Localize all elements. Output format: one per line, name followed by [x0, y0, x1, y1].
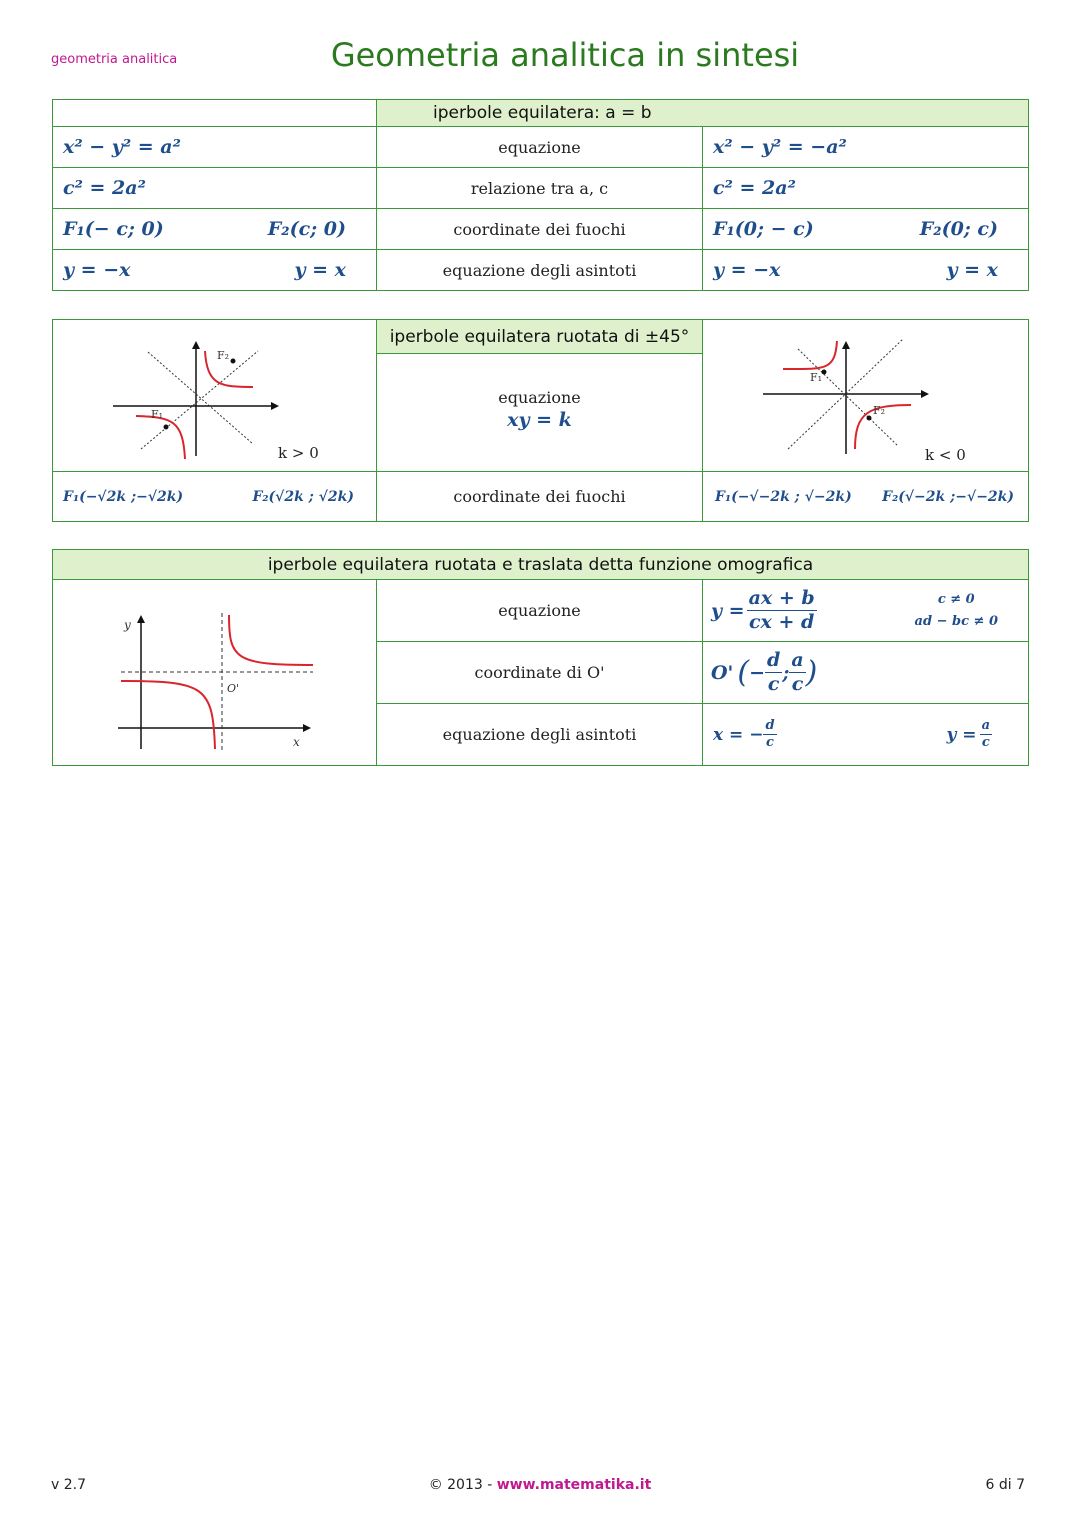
k-condition: k < 0	[925, 445, 966, 464]
fraction-numerator: d	[767, 649, 781, 672]
focus-1: F₁(− c; 0)	[63, 218, 164, 240]
fraction-denominator: c	[981, 735, 990, 750]
fraction-numerator: a	[981, 718, 990, 734]
homographic-fraction	[747, 587, 817, 634]
row-label: coordinate dei fuochi	[377, 472, 703, 522]
separator: ;	[782, 661, 790, 684]
asymptote-lhs: y =	[946, 724, 977, 745]
equation-lhs: y =	[711, 599, 745, 622]
formula-cell	[703, 642, 1029, 704]
table-equilateral-hyperbola	[52, 99, 1029, 291]
graph-homographic	[53, 581, 375, 765]
formula-cell: c² = 2a²	[53, 168, 377, 209]
fraction-numerator: a	[791, 649, 804, 672]
table-header: iperbole equilatera: a = b	[377, 100, 1029, 127]
row-label: coordinate dei fuochi	[377, 209, 703, 250]
formula-cell	[53, 250, 377, 291]
graph-k-negative	[703, 321, 1025, 471]
focus-1: F₁(0; − c)	[713, 218, 814, 240]
asymptote-1: y = −x	[63, 259, 131, 281]
focus-2: F₂(√2k ; √2k)	[252, 488, 354, 505]
section-label: geometria analitica	[51, 52, 178, 67]
row-label: equazione	[498, 388, 581, 407]
fraction-d-c	[765, 649, 782, 696]
center-coordinates	[703, 649, 1028, 696]
condition-ad-bc: ad − bc ≠ 0	[914, 613, 998, 629]
graph-cell-k-negative	[703, 320, 1029, 472]
f2-label: F₂	[873, 403, 886, 417]
focus-2: F₂(c; 0)	[267, 218, 346, 240]
f2-label: F₂	[217, 348, 230, 362]
formula-cell	[703, 209, 1029, 250]
y-axis-label: y	[124, 617, 131, 632]
graph-cell-k-positive	[53, 320, 377, 472]
table-header: iperbole equilatera ruotata e traslata detta funzione omografica	[53, 550, 1029, 580]
minus-sign: −	[749, 661, 766, 684]
formula-cell: c² = 2a²	[703, 168, 1029, 209]
center-label: O'	[711, 661, 734, 684]
asymptote-1: y = −x	[713, 259, 781, 281]
f1-label: F₁	[151, 407, 164, 421]
row-label: equazione degli asintoti	[377, 250, 703, 291]
open-paren: (	[737, 655, 750, 690]
table-rotated-hyperbola	[52, 319, 1029, 522]
row-label: relazione tra a, c	[377, 168, 703, 209]
focus-1: F₁(−√−2k ; √−2k)	[715, 488, 852, 505]
fraction-denominator: c	[791, 673, 804, 695]
table-homographic-function	[52, 549, 1029, 766]
row-label: equazione	[377, 580, 703, 642]
fraction-a-c	[980, 718, 992, 750]
fraction-numerator: d	[765, 718, 775, 734]
fraction-denominator: c	[766, 735, 774, 750]
table-header: iperbole equilatera ruotata di ±45°	[377, 320, 703, 354]
equation-xy-k: xy = k	[507, 409, 572, 431]
close-paren: )	[805, 655, 818, 690]
version-label: v 2.7	[51, 1477, 86, 1493]
formula-cell	[703, 704, 1029, 766]
row-label: coordinate di O'	[377, 642, 703, 704]
formula-cell: x² − y² = −a²	[703, 127, 1029, 168]
equation-cell	[377, 354, 703, 472]
focus-1: F₁(−√2k ;−√2k)	[63, 488, 184, 505]
formula-cell	[53, 472, 377, 522]
focus-2: F₂(0; c)	[919, 218, 998, 240]
fraction-a-c	[789, 649, 805, 696]
site-link[interactable]: www.matematika.it	[496, 1477, 652, 1493]
copyright-footer	[0, 1477, 1080, 1493]
f1-label: F₁	[810, 370, 823, 384]
x-axis-label: x	[293, 734, 300, 749]
asymptote-lhs: x = −	[713, 724, 764, 745]
copyright-text: © 2013 -	[428, 1477, 497, 1493]
focus-2: F₂(√−2k ;−√−2k)	[882, 488, 1014, 505]
formula-cell	[703, 472, 1029, 522]
origin-label: O'	[227, 681, 240, 695]
fraction-denominator: cx + d	[748, 611, 815, 633]
page-number: 6 di 7	[985, 1477, 1025, 1493]
formula-cell	[703, 250, 1029, 291]
formula-cell	[703, 580, 1029, 642]
graph-k-positive	[53, 321, 375, 471]
row-label: equazione	[377, 127, 703, 168]
k-condition: k > 0	[278, 443, 319, 462]
asymptote-2: y = x	[294, 259, 346, 281]
formula-cell	[53, 209, 377, 250]
asymptote-2: y = x	[946, 259, 998, 281]
formula-cell: x² − y² = a²	[53, 127, 377, 168]
fraction-d-c	[763, 718, 776, 750]
horizontal-asymptote	[947, 718, 992, 750]
fraction-numerator: ax + b	[748, 587, 815, 610]
row-label: equazione degli asintoti	[377, 704, 703, 766]
fraction-denominator: c	[767, 673, 780, 695]
vertical-asymptote	[713, 718, 777, 750]
page-title: Geometria analitica in sintesi	[330, 36, 800, 74]
condition-c: c ≠ 0	[937, 591, 975, 607]
graph-cell-homographic	[53, 580, 377, 766]
